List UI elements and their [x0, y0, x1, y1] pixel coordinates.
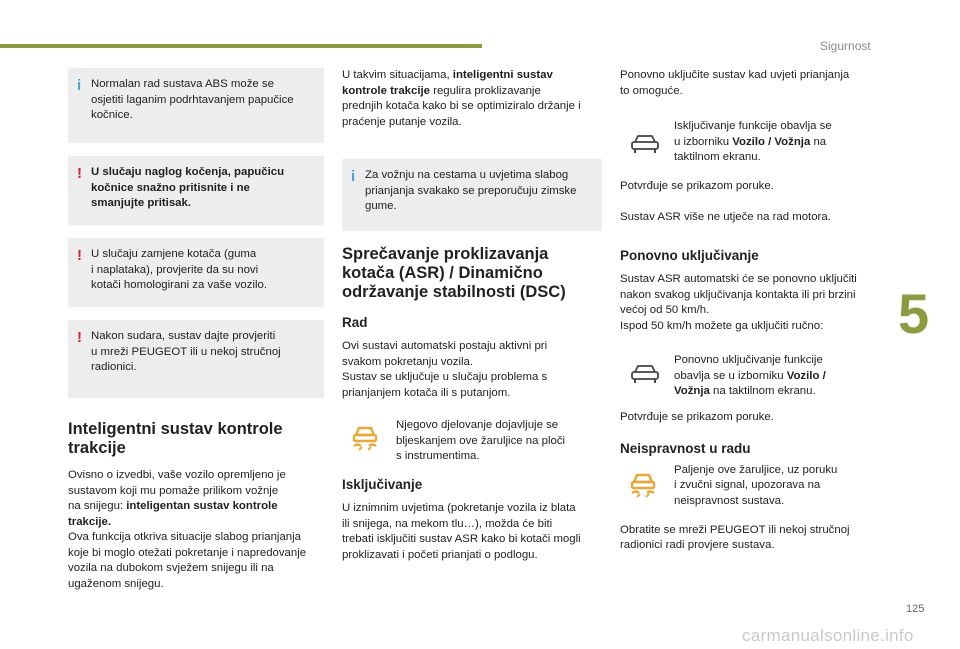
- warning-note-wheels: [68, 238, 324, 307]
- note-text: Za vožnju na cestama u uvjetima slabog prianjanja svakako se preporučuju zimske gume.: [365, 169, 577, 212]
- reactivate-intro: Ponovno uključite sustav kad uvjeti prianjanja to omoguće.: [620, 69, 850, 97]
- car-menu-text: [674, 353, 860, 400]
- car-menu-icon: [628, 133, 662, 155]
- car-menu-row-disable: [620, 119, 860, 169]
- final-paragraph: Obratite se mreži PEUGEOT ili nekoj stručnoj radionici radi provjere sustava.: [620, 523, 850, 551]
- paragraph-bold-text: inteligentan sustav kontrole trakcije.: [68, 500, 278, 528]
- page-number: 125: [906, 603, 925, 615]
- heading-intelligent-traction: Inteligentni sustav kontrole trakcije: [68, 420, 283, 457]
- confirm-message-1: Potvrđuje se prikazom poruke.: [620, 180, 774, 192]
- watermark[interactable]: carmanualsonline.info: [742, 626, 914, 645]
- traction-regulation-paragraph: [342, 68, 602, 130]
- info-note-winter-tyres: [342, 159, 602, 231]
- text: Isključivanje funkcije obavlja se u izborniku: [674, 120, 832, 148]
- warning-exclamation-icon: !: [77, 329, 82, 346]
- heading-iskljucivanje: Isključivanje: [342, 477, 423, 492]
- iskljucivanje-paragraph: U iznimnim uvjetima (pokretanje vozila iz blata ili snijega, na mekom tlu…), možda će biti trebati isključiti sustav ASR kako bi kotači mogli proklizavati i početi prianjati o podlogu.: [342, 502, 581, 561]
- info-note-abs: [68, 68, 324, 143]
- heading-ponovno: Ponovno uključivanje: [620, 248, 759, 263]
- note-text: Nakon sudara, sustav dajte provjeriti u mreži PEUGEOT ili u nekoj stručnoj radionici.: [91, 330, 281, 373]
- fault-warning-text: Paljenje ove žaruljice, uz poruku i zvučni signal, upozorava na neispravnost sustava.: [674, 463, 838, 507]
- car-menu-text: [674, 119, 860, 166]
- note-text: U slučaju naglog kočenja, papučicu kočnice snažno pritisnite i ne smanjujte pritisak.: [91, 166, 285, 209]
- confirm-message-2: Potvrđuje se prikazom poruke.: [620, 411, 774, 423]
- text: Ponovno uključivanje funkcije obavlja se u izborniku: [674, 354, 823, 382]
- paragraph-text: U takvim situacijama,: [342, 69, 453, 81]
- section-title: Sigurnost: [820, 39, 871, 53]
- note-text: U slučaju zamjene kotača (guma i naplataka), provjerite da su novi kotači homologirani za vaše vozilo.: [91, 248, 268, 291]
- column-2: [342, 68, 602, 563]
- car-menu-row-enable: [620, 353, 860, 403]
- warning-note-collision: [68, 320, 324, 398]
- info-icon: i: [77, 77, 82, 94]
- menu-path: Vozilo / Vožnja: [674, 369, 826, 397]
- text: na taktilnom ekranu.: [674, 135, 827, 163]
- info-icon: i: [351, 168, 356, 185]
- header-accent-bar: [0, 44, 482, 48]
- asr-warning-light-icon: [628, 469, 658, 499]
- fault-warning-row: [620, 463, 860, 513]
- text: na taktilnom ekranu.: [709, 385, 816, 397]
- asr-warning-light-icon: [350, 422, 380, 452]
- warning-note-braking: [68, 156, 324, 225]
- chapter-number: 5: [898, 282, 930, 345]
- warning-exclamation-icon: !: [77, 165, 82, 182]
- asr-off-text: Sustav ASR više ne utječe na rad motora.: [620, 210, 831, 223]
- paragraph-bold-text: inteligentni sustav kontrole trakcije: [342, 69, 553, 97]
- car-menu-icon: [628, 363, 662, 385]
- column-1: [68, 68, 324, 592]
- warning-light-row: [342, 418, 602, 468]
- warning-light-text: Njegovo djelovanje dojavljuje se bljeskanjem ove žaruljice na ploči s instrumentima.: [396, 419, 566, 462]
- ponovno-paragraph: Sustav ASR automatski će se ponovno uključiti nakon svakog uključivanja kontakta ili pri brzini većoj od 50 km/h. Ispod 50 km/h možete ga uključiti ručno:: [620, 273, 857, 332]
- warning-exclamation-icon: !: [77, 247, 82, 264]
- column-3: [620, 68, 860, 554]
- heading-asr-dsc: Sprečavanje proklizavanja kotača (ASR) / Dinamično održavanje stabilnosti (DSC): [342, 245, 566, 301]
- heading-neispravnost: Neispravnost u radu: [620, 440, 751, 456]
- intelligent-traction-paragraph: [68, 468, 324, 592]
- paragraph-text: Ova funkcija otkriva situacije slabog prianjanja koje bi moglo otežati pokretanje i napredovanje vozila na dubokom svježem snijegu ili na ugaženom snijegu.: [68, 531, 307, 590]
- menu-path: Vozilo / Vožnja: [732, 135, 811, 148]
- paragraph-text: Ovisno o izvedbi, vaše vozilo opremljeno je sustavom koji mu pomaže prilikom vožnje na snijegu:: [68, 469, 286, 512]
- rad-paragraph: Ovi sustavi automatski postaju aktivni pri svakom pokretanju vozila. Sustav se uključuje u slučaju problema s prianjanjem kotača ili s putanjom.: [342, 340, 548, 399]
- heading-rad: Rad: [342, 315, 368, 330]
- note-text: Normalan rad sustava ABS može se osjetiti laganim podrhtavanjem papučice kočnice.: [91, 78, 294, 121]
- paragraph-text: regulira proklizavanje prednjih kotača kako bi se optimiziralo držanje i praćenje putanje vozila.: [342, 84, 581, 128]
